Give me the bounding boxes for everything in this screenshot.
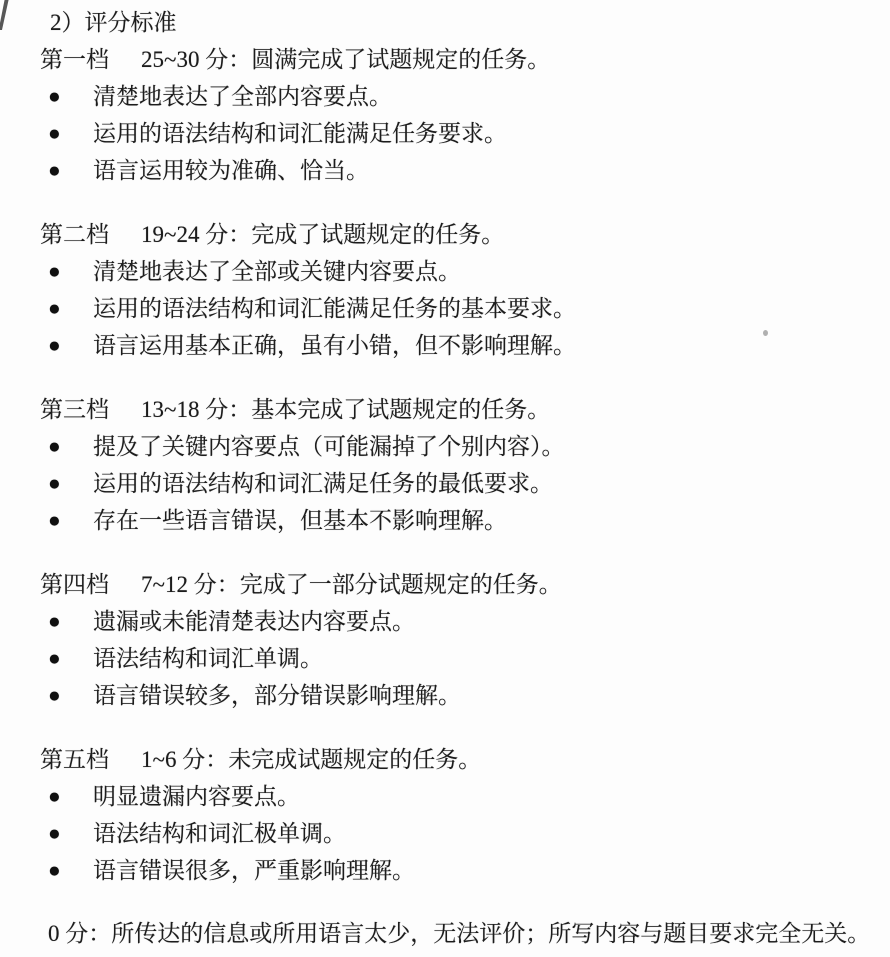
bullet-item [0,603,890,640]
bullet-text: 语言运用基本正确，虽有小错，但不影响理解。 [93,333,576,358]
bullet-item [0,78,890,115]
bullet-list [0,778,890,889]
bullet-icon: ● [48,646,61,670]
band-score-summary: 7~12 分：完成了一部分试题规定的任务。 [141,572,562,597]
band-label: 第四档 [40,572,109,597]
band-score-summary: 19~24 分：完成了试题规定的任务。 [141,222,505,247]
band-score-summary: 25~30 分：圆满完成了试题规定的任务。 [141,47,551,72]
band-label: 第五档 [40,747,109,772]
bullet-icon: ● [48,821,61,845]
score-band-1 [0,41,890,189]
bullet-text: 明显遗漏内容要点。 [93,784,300,809]
bullet-item [0,327,890,364]
bullet-item [0,465,890,502]
bullet-text: 语言运用较为准确、恰当。 [93,158,369,183]
bullet-item [0,115,890,152]
band-score-summary: 1~6 分：未完成试题规定的任务。 [141,747,482,772]
bullet-list [0,253,890,364]
bullet-icon: ● [48,683,61,707]
bullet-item [0,815,890,852]
score-band-3 [0,391,890,539]
band-header [0,216,890,253]
band-label: 第三档 [40,397,109,422]
bullet-item [0,290,890,327]
bullet-text: 清楚地表达了全部或关键内容要点。 [93,259,461,284]
bullet-text: 运用的语法结构和词汇能满足任务的基本要求。 [93,296,576,321]
bullet-item [0,852,890,889]
scan-artifact-speck [763,330,768,336]
bullet-icon: ● [48,296,61,320]
bullet-text: 遗漏或未能清楚表达内容要点。 [93,609,415,634]
bullet-text: 清楚地表达了全部内容要点。 [93,84,392,109]
bullet-icon: ● [48,609,61,633]
bullet-text: 语法结构和词汇极单调。 [93,821,346,846]
bullet-item [0,778,890,815]
bullet-icon: ● [48,784,61,808]
bullet-item [0,152,890,189]
bullet-text: 语言错误很多，严重影响理解。 [93,858,415,883]
band-header [0,391,890,428]
bullet-icon: ● [48,471,61,495]
band-label: 第二档 [40,222,109,247]
bullet-icon: ● [48,121,61,145]
bullet-icon: ● [48,158,61,182]
bullet-list [0,428,890,539]
bullet-item [0,428,890,465]
bullet-text: 语言错误较多，部分错误影响理解。 [93,683,461,708]
bullet-text: 语法结构和词汇单调。 [93,646,323,671]
band-score-summary: 13~18 分：基本完成了试题规定的任务。 [141,397,551,422]
bullet-icon: ● [48,333,61,357]
bullet-text: 运用的语法结构和词汇能满足任务要求。 [93,121,507,146]
bullet-item [0,253,890,290]
band-header [0,566,890,603]
bullet-item [0,502,890,539]
bullet-icon: ● [48,434,61,458]
band-header [0,741,890,778]
bullet-icon: ● [48,84,61,108]
score-band-5 [0,741,890,889]
bullet-item [0,677,890,714]
zero-score-note: 0 分：所传达的信息或所用语言太少，无法评价；所写内容与题目要求完全无关。 [48,921,871,946]
bullet-icon: ● [48,259,61,283]
bullet-item [0,640,890,677]
bullet-list [0,603,890,714]
bullet-text: 存在一些语言错误，但基本不影响理解。 [93,508,507,533]
bullet-icon: ● [48,508,61,532]
bullet-text: 运用的语法结构和词汇满足任务的最低要求。 [93,471,553,496]
band-header [0,41,890,78]
bullet-text: 提及了关键内容要点（可能漏掉了个别内容）。 [93,434,565,459]
band-label: 第一档 [40,47,109,72]
page-title: 2）评分标准 [50,10,177,35]
score-band-2 [0,216,890,364]
score-band-4 [0,566,890,714]
bullet-list [0,78,890,189]
bullet-icon: ● [48,858,61,882]
